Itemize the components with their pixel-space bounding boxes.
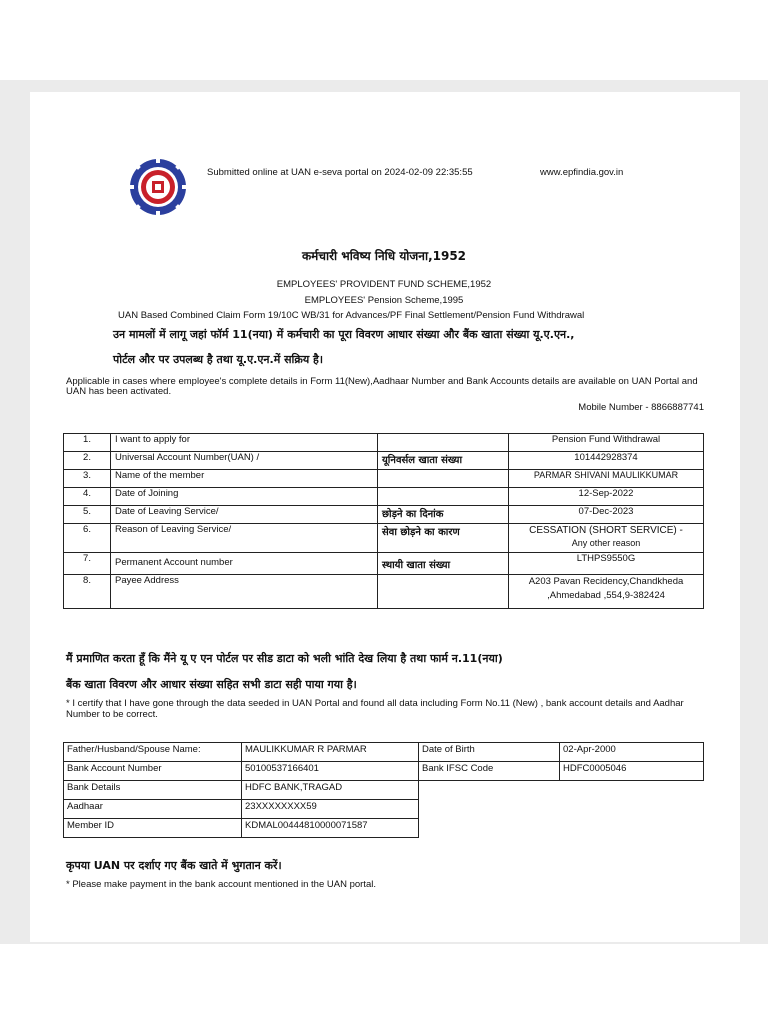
hindi-title: कर्मचारी भविष्य निधि योजना,1952: [301, 249, 467, 263]
row-value-line1: CESSATION (SHORT SERVICE) -: [529, 525, 683, 536]
table-row: [64, 743, 704, 762]
row-hindi: [378, 488, 509, 506]
table-row: [64, 524, 704, 553]
empty-cell: [419, 800, 704, 819]
row-number: 3.: [64, 470, 111, 488]
epfo-logo-icon: [128, 157, 188, 217]
certify-english: * I certify that I have gone through the data seeded in UAN Portal and found all data including Form No.11 (New) , bank account details and Aadhar Number to be correct.: [66, 698, 684, 720]
ifsc-value: HDFC0005046: [560, 762, 704, 781]
table-row: [64, 800, 704, 819]
father-name-label: Father/Husband/Spouse Name:: [64, 743, 242, 762]
bank-account-label: Bank Account Number: [64, 762, 242, 781]
row-value: 101442928374: [509, 452, 704, 470]
intro-hindi-line2: पोर्टल और पर उपलब्ध है तथा यू.ए.एन.में सक्रिय है।: [113, 353, 324, 366]
dob-value: 02-Apr-2000: [560, 743, 704, 762]
row-number: 8.: [64, 575, 111, 609]
row-value: 07-Dec-2023: [509, 506, 704, 524]
table-row: [64, 488, 704, 506]
row-value: [509, 524, 704, 553]
row-hindi: छोड़ने का दिनांक: [378, 506, 509, 524]
row-number: 6.: [64, 524, 111, 553]
table-row: [64, 762, 704, 781]
table-row: [64, 452, 704, 470]
table-row: [64, 506, 704, 524]
row-value: Pension Fund Withdrawal: [509, 434, 704, 452]
aadhaar-label: Aadhaar: [64, 800, 242, 819]
row-number: 4.: [64, 488, 111, 506]
row-value: PARMAR SHIVANI MAULIKKUMAR: [509, 470, 704, 488]
aadhaar-value: 23XXXXXXXX59: [242, 800, 419, 819]
row-number: 2.: [64, 452, 111, 470]
mobile-number: Mobile Number - 8866887741: [578, 402, 704, 413]
bank-details-label: Bank Details: [64, 781, 242, 800]
row-number: 5.: [64, 506, 111, 524]
member-id-value: KDMAL00444810000071587: [242, 819, 419, 838]
row-number: 7.: [64, 553, 111, 575]
row-label: Date of Joining: [111, 488, 378, 506]
row-hindi: सेवा छोड़ने का कारण: [378, 524, 509, 553]
certify-hindi-line1: मैं प्रमाणित करता हूँ कि मैंने यू ए एन पोर्टल पर सीड डाटा को भली भांति देख लिया है तथा फार्म न.11(नया): [66, 652, 503, 665]
father-name-value: MAULIKKUMAR R PARMAR: [242, 743, 419, 762]
row-hindi: [378, 470, 509, 488]
claim-details-table: [63, 433, 704, 609]
row-value: [509, 575, 704, 609]
row-hindi: [378, 575, 509, 609]
website-link[interactable]: www.epfindia.gov.in: [540, 167, 624, 178]
intro-english: Applicable in cases where employee's complete details in Form 11(New),Aadhaar Number and Bank Accounts details are available on UAN Portal and UAN has been activated.: [66, 376, 698, 397]
row-value: LTHPS9550G: [509, 553, 704, 575]
table-row: [64, 575, 704, 609]
empty-cell: [419, 819, 704, 838]
row-label: Date of Leaving Service/: [111, 506, 378, 524]
row-label: Universal Account Number(UAN) /: [111, 452, 378, 470]
table-row: [64, 470, 704, 488]
row-number: 1.: [64, 434, 111, 452]
bank-account-value: 50100537166401: [242, 762, 419, 781]
row-value-line2: ,Ahmedabad ,554,9-382424: [547, 590, 665, 601]
certify-hindi-line2: बैंक खाता विवरण और आधार संख्या सहित सभी डाटा सही पाया गया है।: [66, 678, 357, 691]
row-hindi: यूनिवर्सल खाता संख्या: [378, 452, 509, 470]
table-row: [64, 819, 704, 838]
intro-hindi-line1: उन मामलों में लागू जहां फॉर्म 11(नया) में कर्मचारी का पूरा विवरण आधार संख्या और बैंक खाता संख्या यू.ए.एन.,: [113, 328, 575, 341]
scheme-title: EMPLOYEES' PROVIDENT FUND SCHEME,1952: [276, 279, 492, 290]
pension-title: EMPLOYEES' Pension Scheme,1995: [304, 295, 464, 306]
row-label: Payee Address: [111, 575, 378, 609]
table-row: [64, 781, 704, 800]
row-label: Name of the member: [111, 470, 378, 488]
dob-label: Date of Birth: [419, 743, 560, 762]
bank-details-value: HDFC BANK,TRAGAD: [242, 781, 419, 800]
member-details-table: [63, 742, 704, 838]
row-label: Reason of Leaving Service/: [111, 524, 378, 553]
footer-hindi: कृपया UAN पर दर्शाए गए बैंक खाते में भुगतान करें।: [66, 859, 282, 872]
row-hindi: स्थायी खाता संख्या: [378, 553, 509, 575]
member-id-label: Member ID: [64, 819, 242, 838]
table-row: [64, 553, 704, 575]
submission-info: Submitted online at UAN e-seva portal on 2024-02-09 22:35:55: [207, 167, 473, 178]
bottom-margin: [0, 944, 768, 1024]
row-label: Permanent Account number: [111, 553, 378, 575]
top-margin: [0, 0, 768, 80]
empty-cell: [419, 781, 704, 800]
row-value-line1: A203 Pavan Recidency,Chandkheda: [528, 576, 684, 587]
row-label: I want to apply for: [111, 434, 378, 452]
row-hindi: [378, 434, 509, 452]
table-row: [64, 434, 704, 452]
row-value-line2: Any other reason: [571, 538, 641, 548]
ifsc-label: Bank IFSC Code: [419, 762, 560, 781]
form-title: UAN Based Combined Claim Form 19/10C WB/31 for Advances/PF Final Settlement/Pension Fund Withdrawal: [118, 310, 585, 321]
footer-english: * Please make payment in the bank account mentioned in the UAN portal.: [66, 879, 376, 890]
row-value: 12-Sep-2022: [509, 488, 704, 506]
